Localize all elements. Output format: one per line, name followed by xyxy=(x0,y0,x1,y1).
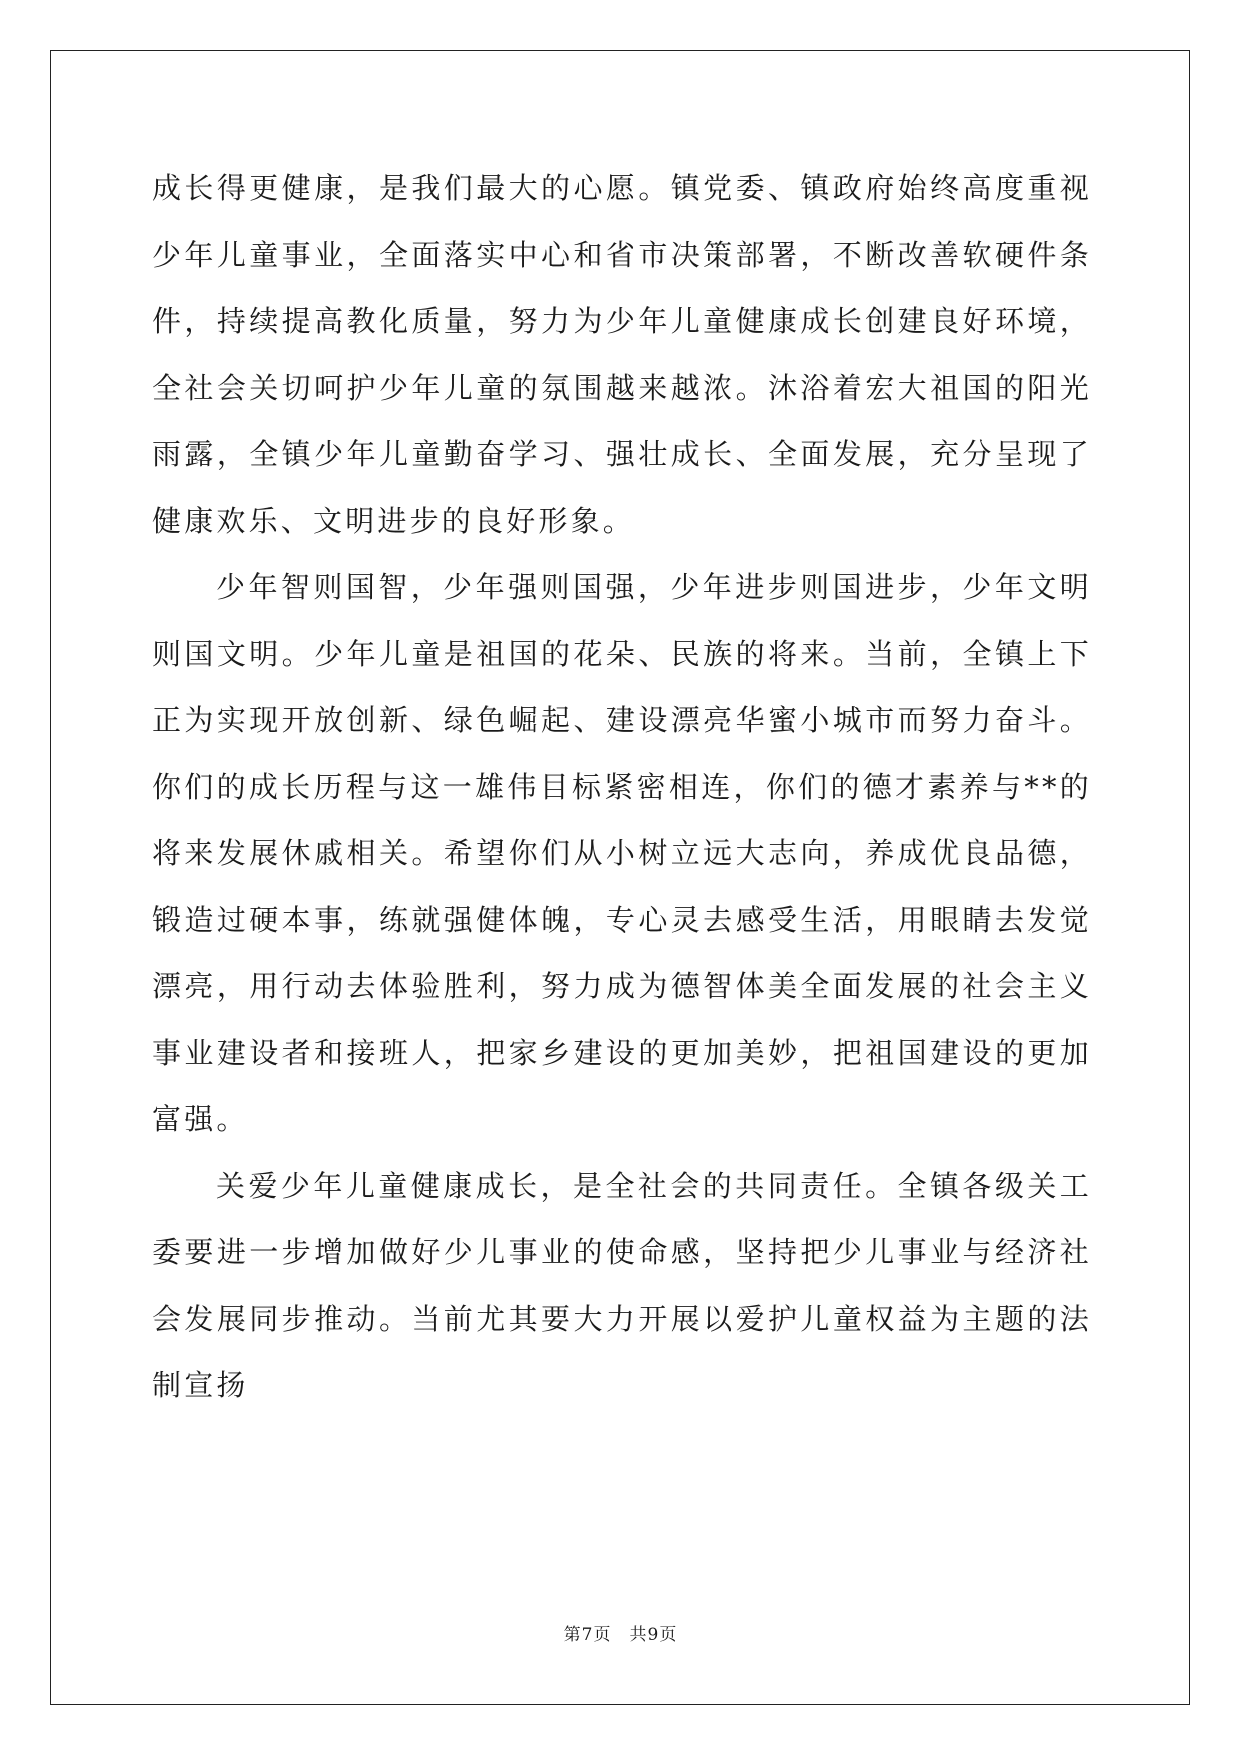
paragraph-1: 成长得更健康，是我们最大的心愿。镇党委、镇政府始终高度重视少年儿童事业，全面落实中心和省市决策部署，不断改善软硬件条件，持续提高教化质量，努力为少年儿童健康成长创建良好环境，全社会关切呵护少年儿童的氛围越来越浓。沐浴着宏大祖国的阳光雨露，全镇少年儿童勤奋学习、强壮成长、全面发展，充分呈现了健康欢乐、文明进步的良好形象。 xyxy=(152,171,1092,538)
page-total: 共9页 xyxy=(629,1625,678,1645)
page-footer xyxy=(0,1620,1241,1645)
paragraph-3: 关爱少年儿童健康成长，是全社会的共同责任。全镇各级关工委要进一步增加做好少儿事业的使命感，坚持把少儿事业与经济社会发展同步推动。当前尤其要大力开展以爱护儿童权益为主题的法制宣扬 xyxy=(152,1168,1092,1402)
paragraph-2: 少年智则国智，少年强则国强，少年进步则国进步，少年文明则国文明。少年儿童是祖国的花朵、民族的将来。当前，全镇上下正为实现开放创新、绿色崛起、建设漂亮华蜜小城市而努力奋斗。你们的成长历程与这一雄伟目标紧密相连，你们的德才素养与**的将来发展休戚相关。希望你们从小树立远大志向，养成优良品德，锻造过硬本事，练就强健体魄，专心灵去感受生活，用眼睛去发觉漂亮，用行动去体验胜利，努力成为德智体美全面发展的社会主义事业建设者和接班人，把家乡建设的更加美妙，把祖国建设的更加富强。 xyxy=(152,570,1092,1136)
page-number: 第7页 xyxy=(563,1625,612,1645)
document-body xyxy=(152,155,1092,1419)
